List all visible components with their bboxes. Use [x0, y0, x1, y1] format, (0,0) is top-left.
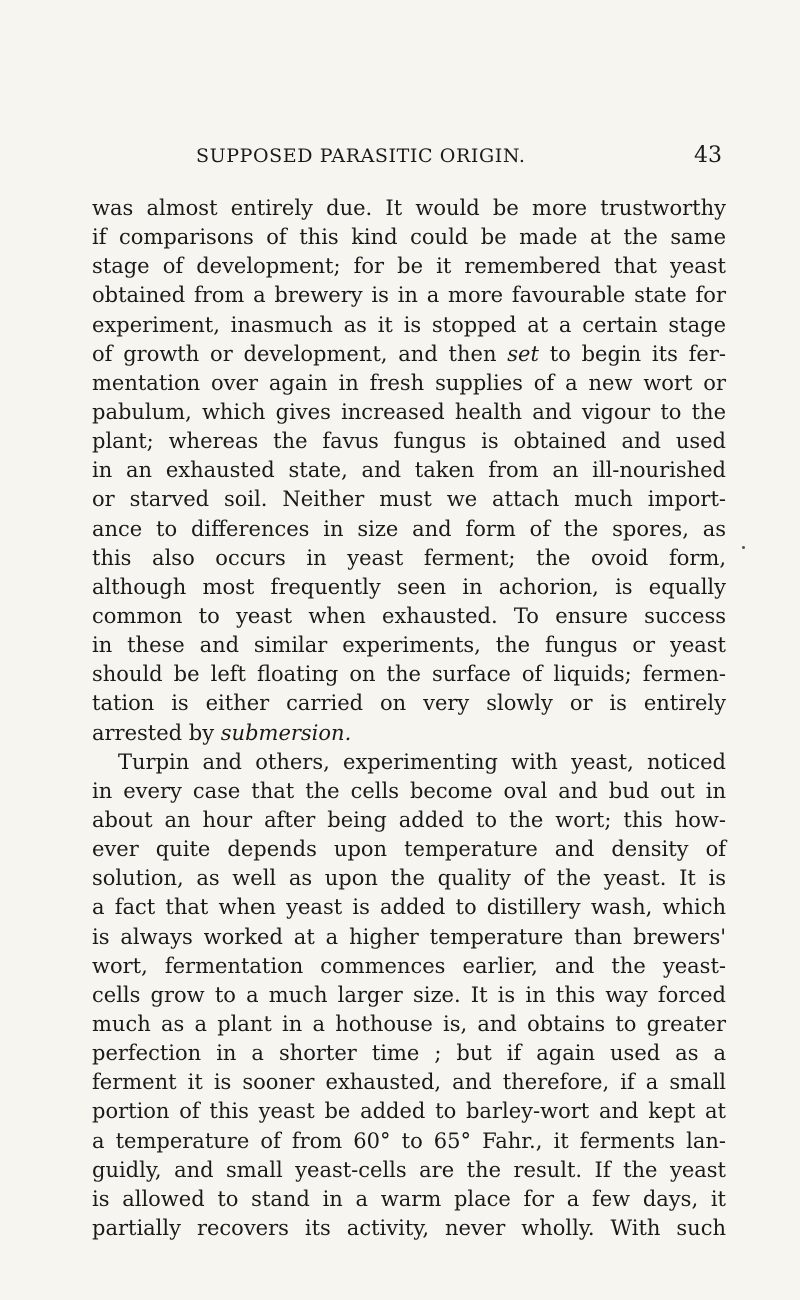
text-line: guidly, and small yeast-cells are the result. If the yeast	[92, 1157, 726, 1182]
running-title: SUPPOSED PARASITIC ORIGIN.	[196, 145, 526, 167]
text-line: perfection in a shorter time ; but if again used as a	[92, 1041, 726, 1066]
text-line: ance to differences in size and form of the spores, as	[92, 516, 726, 541]
text-segment: arrested by	[92, 720, 215, 745]
text-line: in an exhausted state, and taken from an ill-nourished	[92, 458, 726, 483]
text-line: a fact that when yeast is added to distillery wash, which	[92, 895, 726, 920]
text-line: in every case that the cells become oval and bud out in	[92, 778, 726, 803]
text-line: plant; whereas the favus fungus is obtained and used	[92, 429, 726, 454]
text-line: much as a plant in a hothouse is, and obtains to greater	[92, 1011, 726, 1036]
body-text	[92, 194, 726, 1243]
text-line: about an hour after being added to the wort; this how-	[92, 807, 726, 832]
text-line	[92, 340, 726, 369]
text-line: is always worked at a higher temperature than brewers'	[92, 924, 726, 949]
paragraph-first-line: Turpin and others, experimenting with yeast, noticed	[118, 749, 726, 774]
ink-speck	[742, 546, 745, 549]
running-head	[196, 145, 722, 171]
text-line: was almost entirely due. It would be more trustworthy	[92, 196, 726, 220]
text-line: wort, fermentation commences earlier, and the yeast-	[92, 953, 726, 978]
text-line: partially recovers its activity, never wholly. With such	[92, 1215, 726, 1240]
text-line: tation is either carried on very slowly or is entirely	[92, 691, 726, 716]
text-line: solution, as well as upon the quality of the yeast. It is	[92, 866, 726, 891]
text-segment: to begin its fer-	[538, 341, 726, 366]
italic-word: submersion.	[220, 720, 352, 745]
text-line: portion of this yeast be added to barley-wort and kept at	[92, 1099, 726, 1124]
text-line: ever quite depends upon temperature and density of	[92, 837, 726, 862]
text-line: ferment it is sooner exhausted, and therefore, if a small	[92, 1070, 726, 1095]
text-line: stage of development; for be it remembered that yeast	[92, 254, 726, 279]
text-line	[92, 719, 726, 748]
text-line: cells grow to a much larger size. It is in this way forced	[92, 982, 726, 1007]
text-line: mentation over again in fresh supplies of a new wort or	[92, 370, 726, 395]
text-line: although most frequently seen in achorion, is equally	[92, 574, 726, 599]
page-number: 43	[694, 143, 722, 168]
text-line: is allowed to stand in a warm place for a few days, it	[92, 1186, 726, 1211]
text-line: obtained from a brewery is in a more favourable state for	[92, 283, 726, 308]
text-line: pabulum, which gives increased health and vigour to the	[92, 399, 726, 424]
text-segment: of growth or development, and then	[92, 341, 497, 366]
text-line: if comparisons of this kind could be made at the same	[92, 225, 726, 250]
text-line: or starved soil. Neither must we attach much import-	[92, 487, 726, 512]
text-line: experiment, inasmuch as it is stopped at a certain stage	[92, 312, 726, 337]
text-line: in these and similar experiments, the fungus or yeast	[92, 633, 726, 658]
text-line: should be left floating on the surface of liquids; fermen-	[92, 662, 726, 687]
text-line: common to yeast when exhausted. To ensure success	[92, 603, 726, 628]
text-line: a temperature of from 60° to 65° Fahr., it ferments lan-	[92, 1128, 726, 1153]
text-line: this also occurs in yeast ferment; the ovoid form,	[92, 545, 726, 570]
italic-word: set	[507, 341, 539, 366]
